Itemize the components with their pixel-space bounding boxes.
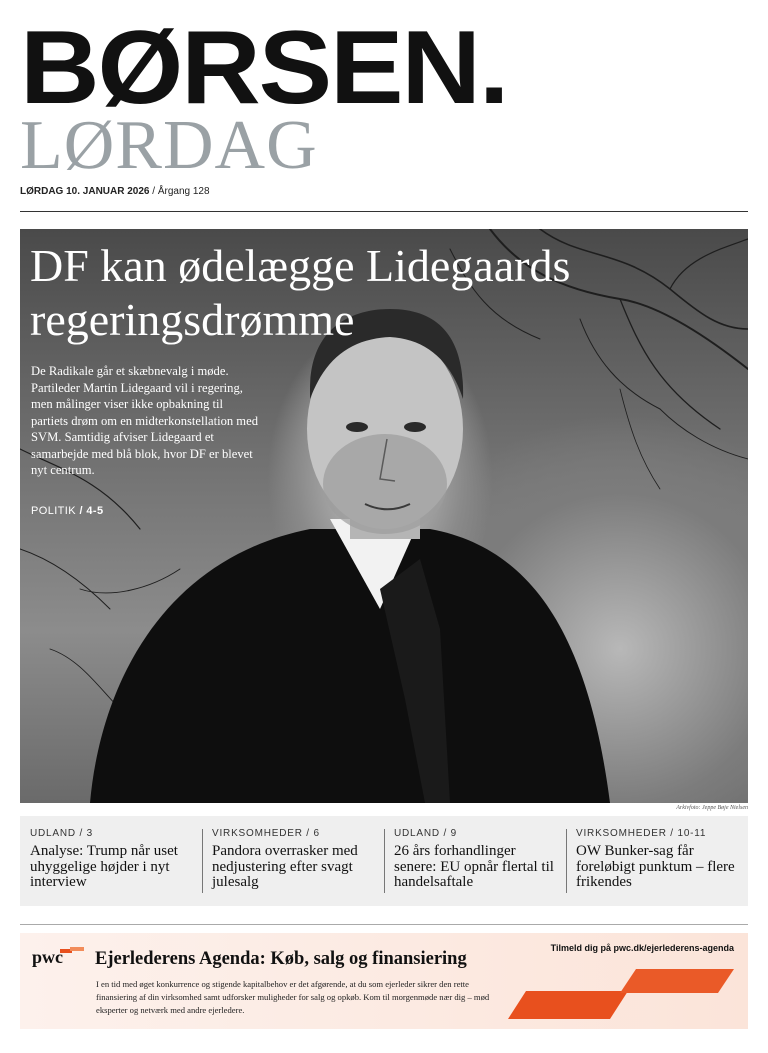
teaser-item[interactable] [202,816,384,906]
ad-signup-link[interactable]: Tilmeld dig på pwc.dk/ejerlederens-agenda [550,943,734,953]
brand-logo: BØRSEN. [20,10,508,126]
teaser-strip [20,816,748,906]
advertisement-banner[interactable] [20,933,748,1029]
cover-page-reference[interactable] [31,505,103,517]
teaser-kicker: VIRKSOMHEDER / 10-11 [576,828,707,839]
teaser-kicker: VIRKSOMHEDER / 6 [212,828,320,839]
ad-body: I en tid med øget konkurrence og stigende kapitalbehov er det afgørende, at du som ejerleder sikrer den rette finansiering af din virksomhed samt udforsker muligheder for salg og opkøb. Kom til morgenmøde nær dig – mød eksperter og netværk med andre ejerledere. [96,979,490,1015]
teaser-title: Analyse: Trump når uset uhyggelige højder i nyt interview [30,843,178,890]
teaser-item[interactable] [20,816,202,906]
decorative-stripes-icon [506,967,736,1023]
edition-name: LØRDAG [20,107,318,184]
cover-pages: / 4-5 [79,505,104,517]
masthead-divider [20,211,748,212]
issue-date: LØRDAG 10. JANUAR 2026 [20,186,150,197]
photo-credit: Arkivfoto: Jeppe Bøje Nielsen [676,805,748,811]
teaser-item[interactable] [566,816,748,906]
volume-number: / Årgang 128 [152,186,210,197]
ad-divider [20,924,748,925]
teaser-title: OW Bunker-sag får foreløbigt punktum – flere frikendes [576,843,735,890]
ad-title: Ejerlederens Agenda: Køb, salg og finansiering [95,949,467,969]
pwc-logo-text: pwc [32,947,63,967]
cover-section: POLITIK [31,505,76,517]
cover-lede: De Radikale går et skæbnevalg i møde. Partileder Martin Lidegaard vil i regering, men målinger viser ikke opbakning til partiets drøm om en midterkonstellation med SVM. Samtidig afviser Lidegaard et samarbejde med blå blok, hvor DF er blevet nyt centrum. [31,364,258,477]
masthead [20,10,620,184]
teaser-kicker: UDLAND / 9 [394,828,458,839]
dateline [20,186,210,197]
teaser-item[interactable] [384,816,566,906]
cover-photo [20,229,748,803]
teaser-title: Pandora overrasker med nedjustering efter svagt julesalg [212,843,358,890]
teaser-title: 26 års forhandlinger senere: EU opnår flertal til handelsaftale [394,843,554,890]
teaser-kicker: UDLAND / 3 [30,828,94,839]
cover-headline[interactable]: DF kan ødelægge Lidegaards regeringsdrømme [30,240,571,345]
